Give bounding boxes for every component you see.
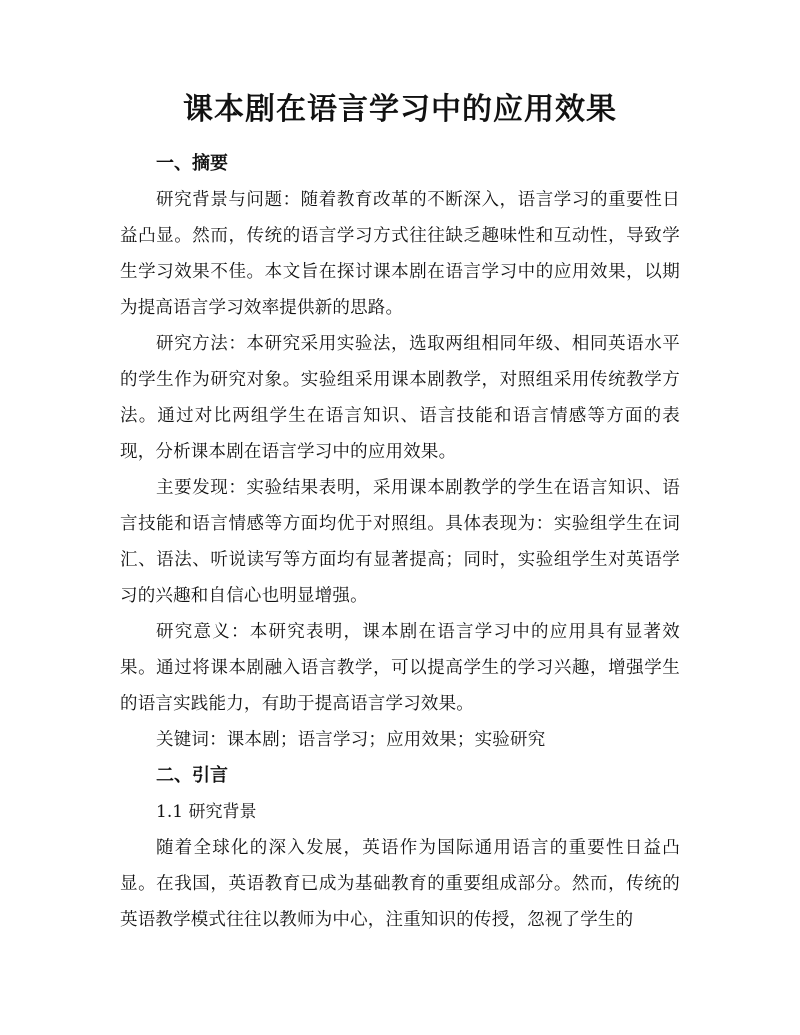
section-heading-introduction: 二、引言 [156, 765, 228, 786]
paragraph-intro-background: 随着全球化的深入发展，英语作为国际通用语言的重要性日益凸显。在我国，英语教育已成为基础教育的重要组成部分。然而，传统的英语教学模式往往以教师为中心，注重知识的传授，忽视了学生的 [120, 838, 680, 930]
subsection-heading-background: 1.1 研究背景 [156, 802, 257, 822]
paragraph-background: 研究背景与问题：随着教育改革的不断深入，语言学习的重要性日益凸显。然而，传统的语言学习方式往往缺乏趣味性和互动性，导致学生学习效果不佳。本文旨在探讨课本剧在语言学习中的应用效果，以期为提高语言学习效率提供新的思路。 [120, 190, 680, 318]
paragraph-significance: 研究意义：本研究表明，课本剧在语言学习中的应用具有显著效果。通过将课本剧融入语言教学，可以提高学生的学习兴趣，增强学生的语言实践能力，有助于提高语言学习效果。 [120, 622, 680, 714]
document-body [120, 146, 680, 938]
document-title: 课本剧在语言学习中的应用效果 [183, 92, 617, 127]
section-heading-abstract: 一、摘要 [156, 153, 228, 174]
paragraph-findings: 主要发现：实验结果表明，采用课本剧教学的学生在语言知识、语言技能和语言情感等方面均优于对照组。具体表现为：实验组学生在词汇、语法、听说读写等方面均有显著提高；同时，实验组学生对英语学习的兴趣和自信心也明显增强。 [120, 478, 680, 606]
keywords-line: 关键词：课本剧；语言学习；应用效果；实验研究 [156, 730, 546, 750]
paragraph-methods: 研究方法：本研究采用实验法，选取两组相同年级、相同英语水平的学生作为研究对象。实验组采用课本剧教学，对照组采用传统教学方法。通过对比两组学生在语言知识、语言技能和语言情感等方面的表现，分析课本剧在语言学习中的应用效果。 [120, 334, 680, 462]
